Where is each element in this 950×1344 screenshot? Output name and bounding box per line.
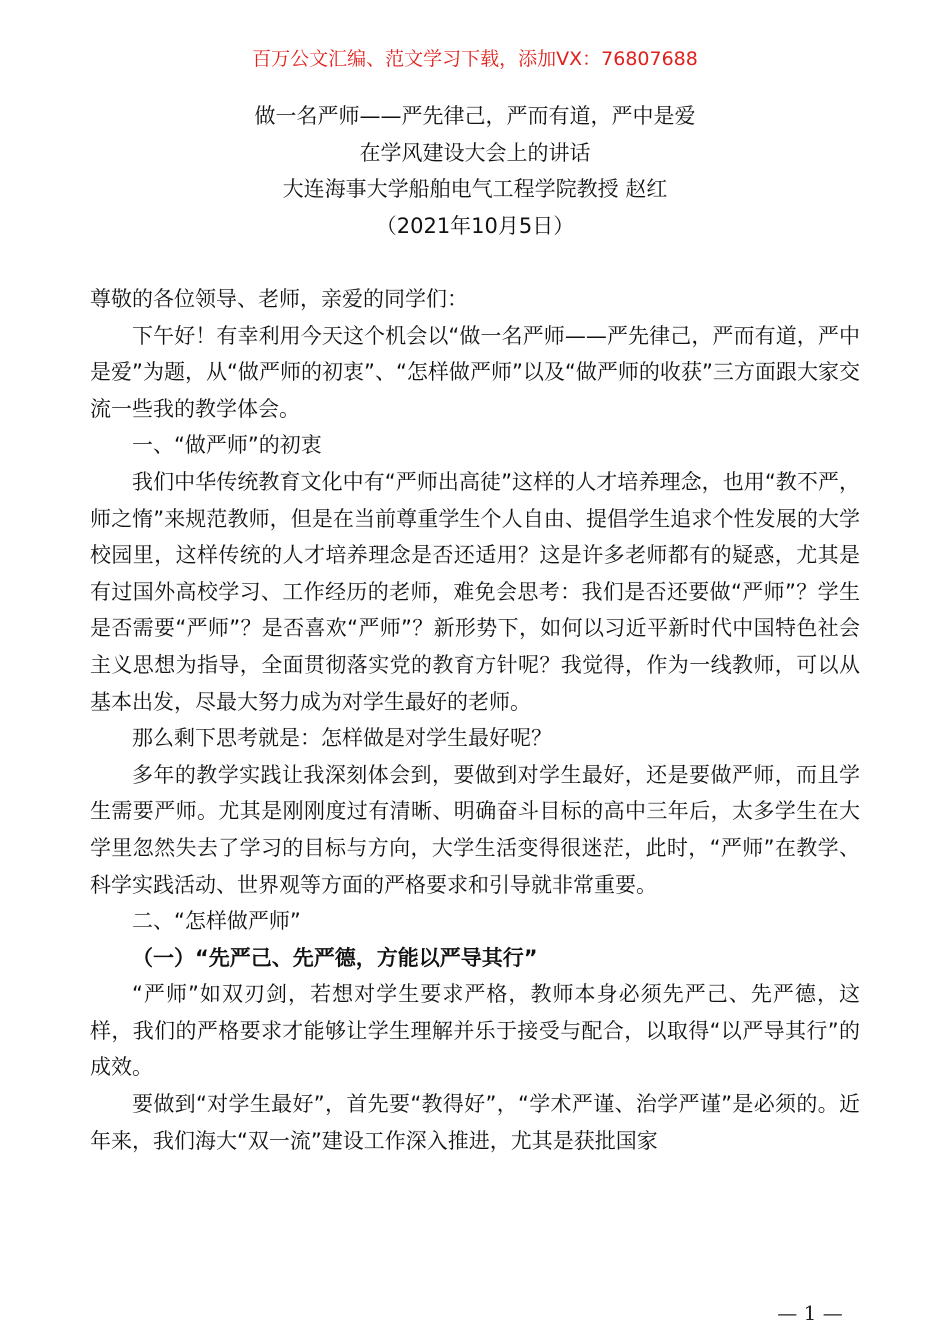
paragraph: 多年的教学实践让我深刻体会到，要做到对学生最好，还是要做严师，而且学生需要严师。尤其是刚刚度过有清晰、明确奋斗目标的高中三年后，太多学生在大学里忽然失去了学习的目标与方向，大学生活变得很迷茫，此时，“严师”在教学、科学实践活动、世界观等方面的严格要求和引导就非常重要。: [90, 762, 860, 897]
speech-header: [0, 98, 950, 244]
speech-title: 做一名严师——严先律己，严而有道，严中是爱: [254, 104, 696, 128]
speech-author: 大连海事大学船舶电气工程学院教授 赵红: [282, 177, 668, 201]
paragraph: “严师”如双刃剑，若想对学生要求严格，教师本身必须先严己、先严德，这样，我们的严格要求才能够让学生理解并乐于接受与配合，以取得“以严导其行”的成效。: [90, 982, 860, 1080]
speech-date: （2021年10月5日）: [375, 213, 575, 238]
salutation: 尊敬的各位领导、老师，亲爱的同学们：: [90, 287, 468, 311]
section-heading-2: 二、“怎样做严师”: [132, 909, 301, 934]
speech-body: [90, 281, 860, 1159]
section-heading-1: 一、“做严师”的初衷: [132, 433, 322, 458]
subsection-heading-1: （一）“先严己、先严德，方能以严导其行”: [132, 945, 538, 970]
paragraph: 那么剩下思考就是：怎样做是对学生最好呢？: [132, 726, 552, 751]
speech-subtitle: 在学风建设大会上的讲话: [359, 140, 591, 165]
page-number: — 1 —: [777, 1301, 843, 1325]
watermark-banner: 百万公文汇编、范文学习下载，添加VX：76807688: [252, 48, 698, 70]
paragraph: 要做到“对学生最好”，首先要“教得好”，“学术严谨、治学严谨”是必须的。近年来，我们海大“双一流”建设工作深入推进，尤其是获批国家: [90, 1092, 860, 1153]
paragraph-greeting: 下午好！有幸利用今天这个机会以“做一名严师——严先律己，严而有道，严中是爱”为题，从“做严师的初衷”、“怎样做严师”以及“做严师的收获”三方面跟大家交流一些我的教学体会。: [90, 323, 860, 421]
paragraph: 我们中华传统教育文化中有“严师出高徒”这样的人才培养理念，也用“教不严，师之惰”来规范教师，但是在当前尊重学生个人自由、提倡学生追求个性发展的大学校园里，这样传统的人才培养理念是否还适用？这是许多老师都有的疑惑，尤其是有过国外高校学习、工作经历的老师，难免会思考：我们是否还要做“严师”？学生是否需要“严师”？是否喜欢“严师”？新形势下，如何以习近平新时代中国特色社会主义思想为指导，全面贯彻落实党的教育方针呢？我觉得，作为一线教师，可以从基本出发，尽最大努力成为对学生最好的老师。: [90, 469, 860, 714]
